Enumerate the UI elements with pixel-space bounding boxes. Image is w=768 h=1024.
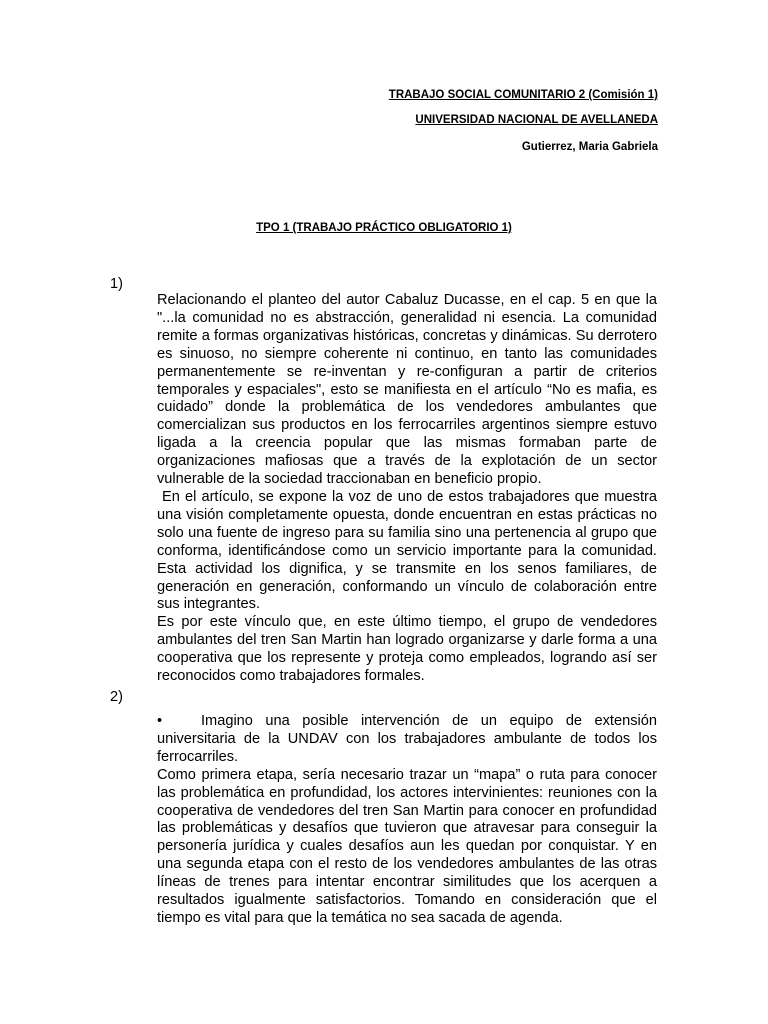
author-name: Gutierrez, Maria Gabriela — [521, 141, 658, 153]
section-2-paragraph-2: Como primera etapa, sería necesario trazar un “mapa” o ruta para conocer las problemática en profundidad, los actores intervinientes: reuniones con la cooperativa de vendedores del tren San Martin para conocer en profundidad las problemáticas y desafíos que tuvieron que atravesar para conseguir la personería jurídica y cuales desafíos aun les quedan por conquistar. Y en una segunda etapa con el resto de los vendedores ambulantes de las otras líneas de trenes para intentar encontrar similitudes que los acerquen a resultados igualmente satisfactorios. Tomando en consideración que el tiempo es vital para que la temática no sea sacada de agenda. — [157, 766, 657, 926]
section-1-paragraph-3: Es por este vínculo que, en este último tiempo, el grupo de vendedores ambulantes del tren San Martin han logrado organizarse y darle forma a una cooperativa que los represente y proteja como empleados, logrando así ser reconocidos como trabajadores formales. — [157, 614, 657, 685]
section-2-paragraph-1-text: Imagino una posible intervención de un equipo de extensión universitaria de la UNDAV con los trabajadores ambulante de todos los ferrocarriles. — [157, 713, 657, 765]
section-1-paragraph-1: Relacionando el planteo del autor Cabaluz Ducasse, en el cap. 5 en que la "...la comunidad no es abstracción, generalidad ni esencia. La comunidad remite a formas organizativas históricas, concretas y dinámicas. Su derrotero es sinuoso, no siempre coherente ni continuo, en tanto las comunidades permanentemente se re-inventan y re-configuran a partir de criterios temporales y espaciales", esto se manifiesta en el artículo “No es mafia, es cuidado” donde la problemática de los vendedores ambulantes que comercializan sus productos en los ferrocarriles argentinos siempre estuvo ligada a la creencia popular que las mismas formaban parte de organizaciones mafiosas que a través de la explotación de un sector vulnerable de la sociedad traccionaban en beneficio propio. — [157, 292, 657, 488]
section-1-text — [157, 292, 657, 686]
course-heading: TRABAJO SOCIAL COMUNITARIO 2 (Comisión 1) — [388, 89, 658, 101]
university-heading: UNIVERSIDAD NACIONAL DE AVELLANEDA — [415, 114, 658, 126]
bullet-point: • — [157, 713, 163, 729]
document-title: TPO 1 (TRABAJO PRÁCTICO OBLIGATORIO 1) — [256, 222, 512, 234]
section-2-text — [157, 713, 657, 928]
section-number-2: 2) — [110, 689, 123, 705]
section-2-paragraph-1 — [157, 713, 657, 767]
section-number-1: 1) — [110, 276, 123, 292]
section-1-paragraph-2: En el artículo, se expone la voz de uno de estos trabajadores que muestra una visión completamente opuesta, donde encuentran en estas prácticas no solo una fuente de ingreso para su familia sino una pertenencia al grupo que conforma, identificándose como un servicio importante para la comunidad. Esta actividad los dignifica, y se transmite en los senos familiares, de generación en generación, conformando un vínculo de colaboración entre sus integrantes. — [157, 488, 657, 613]
